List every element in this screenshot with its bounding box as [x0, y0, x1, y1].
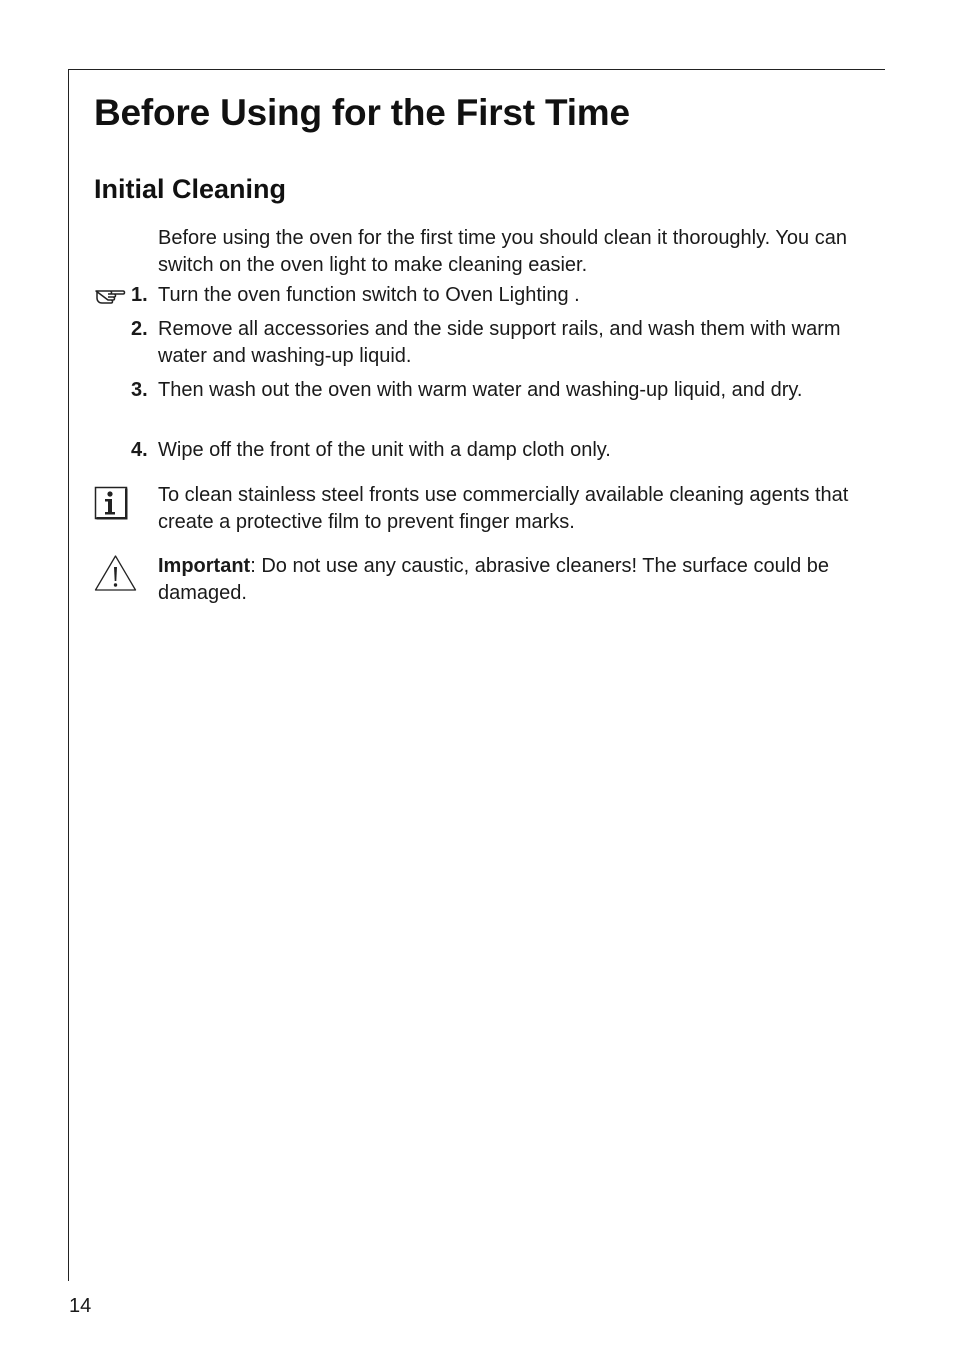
step-text: Remove all accessories and the side support rails, and wash them with warm water and washing-up liquid.	[158, 318, 841, 367]
warning-text: : Do not use any caustic, abrasive cleaners! The surface could be damaged.	[158, 555, 830, 604]
step-number: 4.	[131, 439, 148, 461]
step-number: 3.	[131, 379, 148, 401]
page-title: Before Using for the First Time	[94, 92, 630, 133]
frame-left-rule	[68, 69, 69, 1281]
intro-paragraph: Before using the oven for the first time you should clean it thoroughly. You can switch on the oven light to make cleaning easier.	[158, 227, 847, 276]
warning-note	[158, 553, 878, 607]
step-number: 2.	[131, 318, 148, 340]
step-text: Turn the oven function switch to Oven Lighting .	[158, 284, 580, 306]
step-number: 1.	[131, 284, 148, 306]
step-text: Wipe off the front of the unit with a damp cloth only.	[158, 439, 611, 461]
step-2	[131, 316, 878, 370]
pointing-hand-icon	[94, 284, 128, 306]
info-note: To clean stainless steel fronts use commercially available cleaning agents that create a protective film to prevent finger marks.	[158, 484, 849, 533]
info-icon	[94, 486, 128, 520]
step-3	[131, 377, 878, 404]
frame-top-rule	[68, 69, 885, 70]
step-text: Then wash out the oven with warm water and washing-up liquid, and dry.	[158, 379, 803, 401]
step-1	[131, 282, 878, 309]
step-4	[131, 437, 878, 464]
warning-label: Important	[158, 555, 251, 577]
page-number: 14	[69, 1295, 92, 1317]
section-title: Initial Cleaning	[94, 174, 287, 204]
warning-icon	[94, 554, 137, 592]
